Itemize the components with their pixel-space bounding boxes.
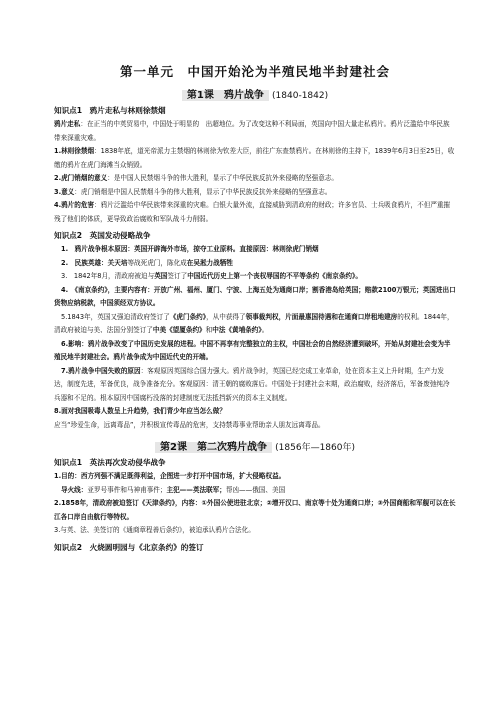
- paragraph-lin-zexu: 1.林则徐禁烟：1838年底，道光帝派力主禁烟的林则徐为钦差大臣，前往广东查禁鸦片。在林则徐的主持下，1839年6月3日至25日，收缴的鸦片在虎门海滩当众销毁。: [54, 147, 455, 169]
- item-war-causes: 1. 鸦片战争根本原因：英国开辟海外市场，掠夺工业原料。直接原因：林则徐虎门销烟: [61, 245, 319, 253]
- paragraph-opium-smuggling: 鸦片走私：在正当的中英贸易中，中国处于明显的 出超地位。为了改变这种不利局面，英国向中国大量走私鸦片。鸦片泛滥给中华民族带来深重灾难。: [54, 120, 450, 142]
- lesson1-label: 第1课 鸦片战争: [182, 90, 269, 101]
- item-treaty-nanjing-signing: 3. 1842年8月，清政府被迫与英国签订了中国近代历史上第一个丧权辱国的不平等条约《南京条约》。: [61, 272, 362, 280]
- item-war-impact: 6.影响：鸦片战争改变了中国历史发展的进程。中国不再享有完整独立的主权，中国社会的自然经济遭到破坏，开始从封建社会变为半殖民地半封建社会。鸦片战争成为中国近代史的开端。: [54, 339, 451, 361]
- lesson2-years: (1856年—1860年): [275, 443, 355, 453]
- lesson1-knowledge-point-1: 知识点1 鸦片走私与林则徐禁烟: [54, 106, 166, 115]
- lesson1-years: (1840-1842): [272, 91, 329, 101]
- lesson1-title: [54, 86, 456, 101]
- lesson2-label: 第2课 第二次鸦片战争: [155, 442, 272, 453]
- lesson2-title: [54, 438, 456, 453]
- item-treaty-nanjing-content: 4. 《南京条约》，主要内容有：开放广州、福州、厦门、宁波、上海五处为通商口岸；割香港岛给英国；赔款2100万银元；英国进出口货物应纳税款，中国须经双方协议。: [54, 285, 456, 307]
- lesson2-knowledge-point-1: 知识点1 英法再次发动侵华战争: [54, 458, 166, 467]
- lesson1-knowledge-point-2: 知识点2 英国发动侵略战争: [54, 231, 151, 240]
- item-treaty-tianjin: 2.1858年，清政府被迫签订《天津条约》，内容：①外国公使进驻北京；②增开汉口、南京等十处为通商口岸；③外国商船和军舰可以在长江各口岸自由航行等特权。: [54, 499, 456, 521]
- item-fuse: 导火线：亚罗号事件和马神甫事件；主犯——英法联军；帮凶——俄国、美国: [61, 485, 286, 494]
- unit-title: 第一单元 中国开始沦为半殖民地半封建社会: [119, 64, 390, 79]
- paragraph-significance: 3.意义：虎门销烟是中国人民禁烟斗争的伟大胜利，显示了中华民族反抗外来侵略的坚强意志。: [54, 187, 332, 196]
- item-second-war-goal: 1.目的：西方列强不满足既得利益，企图进一步打开中国市场，扩大侵略权益。: [54, 472, 286, 480]
- paragraph-humen-significance: 2.虎门销烟的意义：是中国人民禁烟斗争的伟大胜利，显示了中华民族反抗外来侵略的坚强意志。: [54, 174, 339, 182]
- item-other-treaties: 5.1843年，英国又强迫清政府签订了《虎门条约》，从中获得了领事裁判权，片面最惠国待遇和在通商口岸租地建房的权利。1844年，清政府被迫与美、法国分别签订了中美《望厦条约》和中法《黄埔条约》。: [54, 312, 454, 334]
- item-national-heroes: 2. 民族英雄：关天培等战死虎门，陈化成在吴淞力战牺牲: [61, 258, 233, 267]
- item-drug-question: 8.面对我国吸毒人数呈上升趋势，我们青少年应当怎么做？: [54, 407, 226, 415]
- item-trade-regulations: 3.与英、法、美签订的《通商章程善后条约》，被迫承认鸦片合法化。: [54, 526, 255, 534]
- lesson2-knowledge-point-2: 知识点2 火烧圆明园与《北京条约》的签订: [54, 542, 204, 552]
- item-drug-answer: 应当“珍爱生命，远离毒品”，并积极宣传毒品的危害，支持禁毒事业帮助亲人朋友远离毒品。: [54, 420, 325, 429]
- paragraph-opium-harm: 4.鸦片的危害：鸦片泛滥给中华民族带来深重的灾难。白银大量外流，直接威胁到清政府的财政；许多官员、士兵吸食鸦片，不但严重摧残了他们的体质，更导致政治腐败和军队战斗力削弱。: [54, 201, 451, 223]
- item-defeat-reasons: 7.鸦片战争中国失败的原因：客观原因英国综合国力强大。鸦片战争时，英国已经完成工业革命，处在资本主义上升时期，生产力发达，制度先进，军备优良，战争准备充分。客观原因：清王朝的腐败落后。中国处于封建社会末期，政治腐败，经济落后，军备废弛纯冷兵器和不足的。根本原因中国腐朽没落的封建制度无法抵挡新兴的资本主义制度。: [54, 366, 450, 402]
